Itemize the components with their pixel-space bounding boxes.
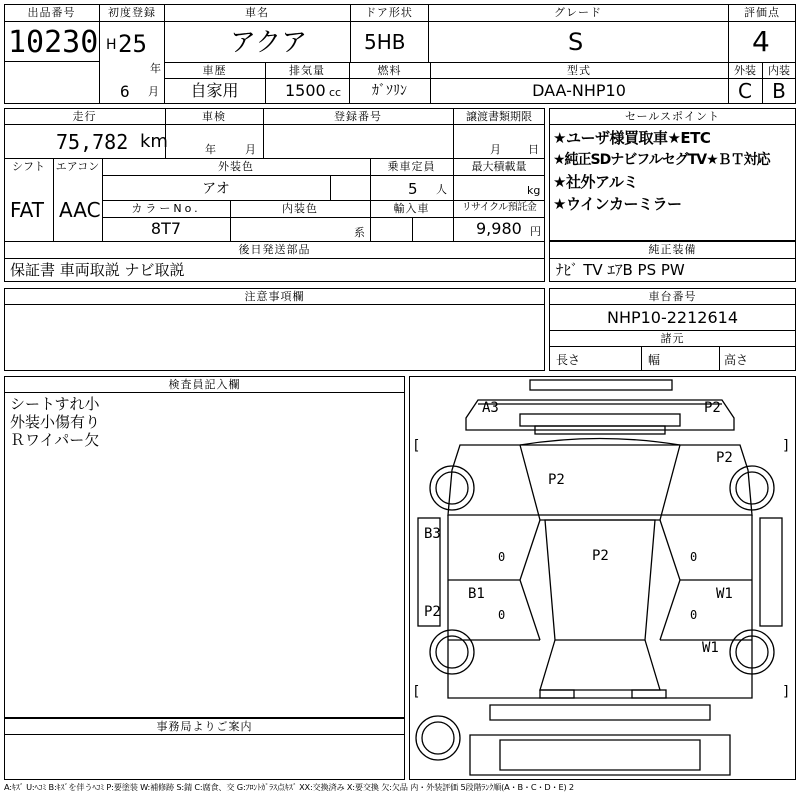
shift-label: シフト [12, 160, 45, 173]
era: H [106, 37, 117, 53]
damage-front-left: A3 [482, 400, 499, 416]
recycle-label: リサイクル預託金 [461, 202, 537, 213]
displacement: 1500 [285, 81, 326, 100]
shift: FAT [10, 198, 45, 222]
inspector-line: 外装小傷有り [10, 413, 101, 431]
int-color-unit: 系 [354, 226, 365, 239]
sales-point-line: ★ユーザ様買取車★ETC [553, 129, 711, 147]
mileage-unit: km [140, 131, 168, 152]
capacity-unit: 人 [436, 183, 447, 196]
ac-label: エアコン [55, 160, 100, 173]
damage-left-rear-door: B1 [468, 586, 485, 602]
car-name: アクア [230, 28, 308, 58]
mileage: 75,782 [56, 130, 129, 154]
lot-no-label: 出品番号 [27, 6, 76, 19]
exterior-label: 外装 [734, 64, 756, 77]
mileage-label: 走行 [72, 110, 97, 123]
displacement-label: 排気量 [289, 64, 325, 77]
color-no: 8T7 [150, 219, 182, 238]
capacity: 5 [408, 180, 418, 198]
door: 5HB [364, 30, 406, 54]
chassis-no: NHP10-2212614 [606, 308, 739, 327]
interior-grade: B [772, 79, 786, 103]
first-reg-label: 初度登録 [108, 6, 156, 19]
post-items: 保証書 車両取説 ナビ取説 [10, 261, 185, 279]
sales-point-line: ★純正SDナビフルセグTV★ＢＴ対応 [553, 152, 770, 168]
color-no-label: カラーNo. [131, 202, 201, 215]
ac: AAC [59, 198, 101, 222]
ext-color-label: 外装色 [218, 160, 254, 173]
car-name-label: 車名 [245, 6, 269, 19]
sales-point-line: ★社外アルミ [553, 173, 638, 191]
insp-month-unit: 月 [245, 143, 256, 156]
damage-left-front-door: B3 [424, 526, 441, 542]
notes-label: 注意事項欄 [244, 290, 305, 303]
damage-zero: 0 [690, 608, 698, 622]
year-unit: 年 [150, 62, 161, 75]
transfer-day-unit: 日 [528, 143, 539, 156]
inspector-label: 検査員記入欄 [168, 378, 241, 391]
inspector-line: Ｒワイパー欠 [10, 431, 100, 449]
reg-month: 6 [120, 82, 130, 101]
damage-zero: 0 [498, 608, 506, 622]
recycle-unit: 円 [530, 225, 541, 238]
damage-hood: P2 [548, 472, 565, 488]
damage-left-rear: P2 [424, 604, 441, 620]
max-load-label: 最大積載量 [471, 160, 527, 173]
transfer-label: 譲渡書類期限 [466, 110, 532, 123]
lot-no: 10230 [8, 25, 99, 60]
bracket-left: [ [412, 684, 421, 700]
bracket-left: [ [412, 438, 421, 454]
history: 自家用 [190, 81, 239, 100]
equipment-value: ﾅﾋﾞ TV ｴｱB PS PW [556, 261, 685, 279]
reg-no-label: 登録番号 [334, 110, 382, 123]
legend: A:ｷｽﾞ U:ﾍｺﾐ B:ｷｽﾞを伴うﾍｺﾐ P:要塗装 W:補修跡 S:錆 C:腐食、交 G:ﾌﾛﾝﾄｶﾞﾗｽ点ｷｽﾞ XX:交換済み X:要交換 欠:欠品 内・外装評価 5段階ﾗﾝｸ順(A・B・C・D・E) 2 [4, 782, 574, 792]
damage-right-front: P2 [716, 450, 733, 466]
chassis-label: 車台番号 [648, 290, 697, 303]
max-load-unit: kg [527, 184, 541, 197]
recycle: 9,980 [476, 219, 522, 238]
sales-points-label: セールスポイント [624, 110, 720, 123]
history-label: 車歴 [202, 64, 227, 77]
fuel-label: 燃料 [377, 64, 402, 77]
model: DAA-NHP10 [532, 81, 626, 100]
grade: S [568, 28, 584, 56]
damage-zero: 0 [498, 550, 506, 564]
capacity-label: 乗車定員 [387, 160, 436, 173]
displacement-unit: cc [329, 86, 342, 99]
sales-point-line: ★ウインカーミラー [553, 195, 682, 213]
grade-label: グレード [554, 6, 602, 19]
damage-roof: P2 [592, 548, 609, 564]
interior-label: 内装 [768, 64, 790, 77]
door-label: ドア形状 [365, 6, 413, 19]
damage-zero: 0 [690, 550, 698, 564]
post-items-label: 後日発送部品 [238, 243, 311, 256]
equipment-label: 純正装備 [648, 243, 697, 256]
score-label: 評価点 [744, 6, 780, 19]
inspector-line: シートすれ小 [10, 395, 100, 413]
model-label: 型式 [567, 64, 591, 77]
import-label: 輸入車 [393, 202, 430, 215]
damage-right-rear: W1 [702, 640, 719, 656]
ext-color: アオ [202, 181, 230, 197]
month-unit: 月 [148, 85, 159, 98]
insp-year-unit: 年 [205, 143, 216, 156]
damage-right-rear-door: W1 [716, 586, 733, 602]
transfer-month-unit: 月 [490, 143, 501, 156]
bracket-right: ] [782, 684, 791, 700]
reg-year: 25 [118, 30, 147, 58]
inspection-label: 車検 [202, 110, 226, 123]
height-label: 高さ [724, 353, 749, 367]
dimensions-label: 諸元 [660, 332, 685, 345]
exterior-grade: C [738, 79, 752, 103]
score: 4 [752, 25, 770, 58]
bracket-right: ] [782, 438, 791, 454]
int-color-label: 内装色 [282, 202, 318, 215]
fuel: ｶﾞｿﾘﾝ [372, 83, 407, 99]
office-label: 事務局よりご案内 [156, 720, 253, 733]
width-label: 幅 [648, 353, 661, 367]
length-label: 長さ [556, 353, 581, 367]
damage-front-right: P2 [704, 400, 721, 416]
